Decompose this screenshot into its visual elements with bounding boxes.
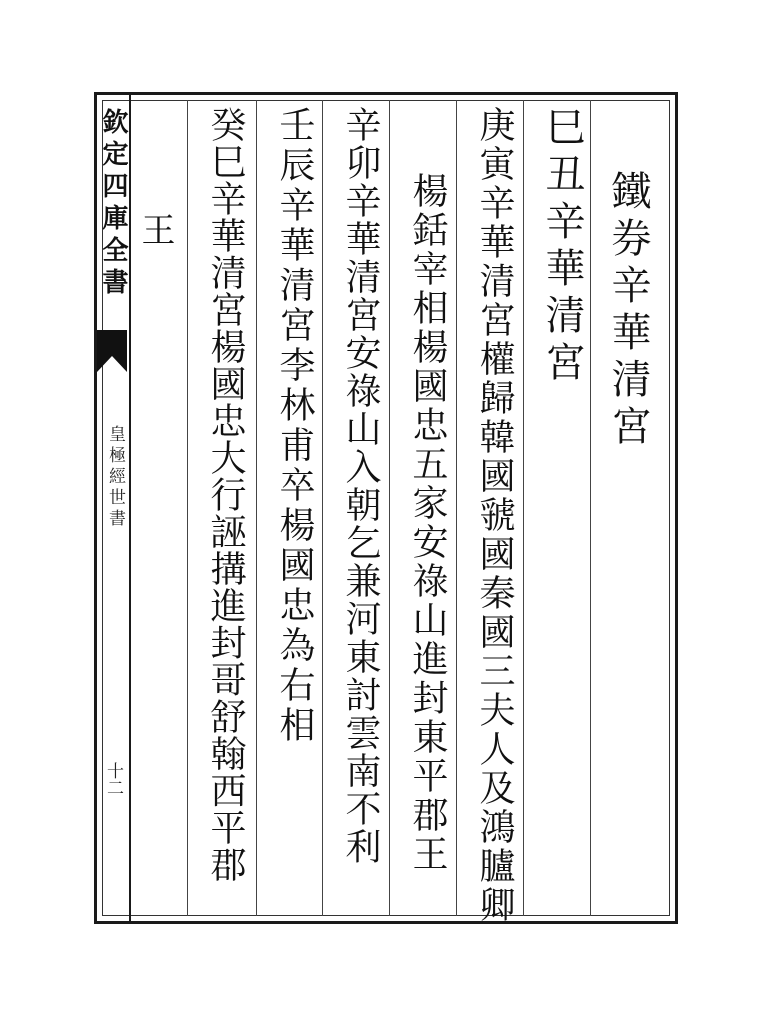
column-rule (456, 100, 457, 916)
book-title: 欽定四庫全書 (98, 108, 128, 300)
column-rule (256, 100, 257, 916)
volume-title: 皇極經世書 (105, 425, 125, 530)
text-column-1: 鐵券辛華清宮 (605, 170, 651, 452)
text-column-6: 壬辰辛華清宮李林甫卒楊國忠為右相 (274, 106, 315, 746)
text-column-8: 王 (135, 212, 175, 246)
column-rule (389, 100, 390, 916)
text-column-2: 巳丑辛華清宮 (539, 106, 585, 388)
column-rule (523, 100, 524, 916)
page-number: 十二 (103, 762, 123, 796)
column-rule (322, 100, 323, 916)
text-column-7: 癸巳辛華清宮楊國忠大行誣搆進封哥舒翰西平郡 (205, 106, 246, 883)
column-rule (590, 100, 591, 916)
text-column-4: 楊銛宰相楊國忠五家安祿山進封東平郡王 (407, 172, 448, 874)
text-column-5: 辛卯辛華清宮安祿山入朝乞兼河東討雲南不利 (340, 106, 381, 866)
text-column-3: 庚寅辛華清宮權歸韓國虢國秦國三夫人及鴻臚卿 (474, 106, 515, 925)
column-rule (187, 100, 188, 916)
